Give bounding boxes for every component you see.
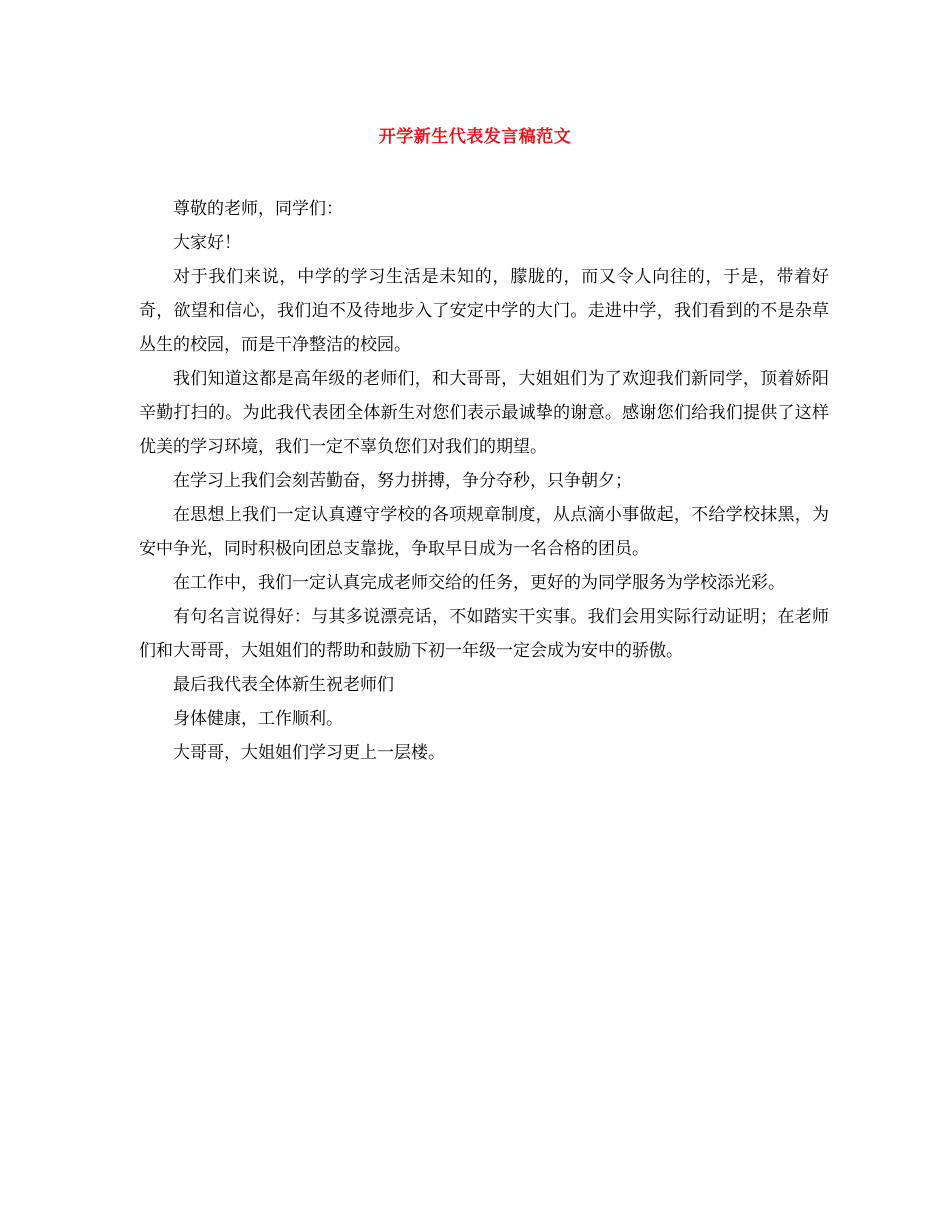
paragraph: 我们知道这都是高年级的老师们，和大哥哥，大姐姐们为了欢迎我们新同学，顶着娇阳辛勤打扫的。为此我代表团全体新生对您们表示最诚挚的谢意。感谢您们给我们提供了这样优美的学习环境，我们一定不辜负您们对我们的期望。 [139, 369, 829, 457]
paragraph: 身体健康，工作顺利。 [173, 709, 343, 729]
paragraph: 在工作中，我们一定认真完成老师交给的任务，更好的为同学服务为学校添光彩。 [173, 573, 785, 593]
document-body [139, 192, 829, 770]
paragraph-salutation: 尊敬的老师，同学们： [173, 199, 343, 219]
paragraph: 对于我们来说，中学的学习生活是未知的，朦胧的，而又令人向往的，于是，带着好奇，欲望和信心，我们迫不及待地步入了安定中学的大门。走进中学，我们看到的不是杂草丛生的校园，而是干净整洁的校园。 [139, 267, 829, 355]
paragraph-closing: 大哥哥，大姐姐们学习更上一层楼。 [173, 743, 445, 763]
paragraph: 最后我代表全体新生祝老师们 [173, 675, 394, 695]
paragraph-greeting: 大家好！ [173, 233, 241, 253]
paragraph: 在思想上我们一定认真遵守学校的各项规章制度，从点滴小事做起，不给学校抹黑，为安中争光，同时积极向团总支靠拢，争取早日成为一名合格的团员。 [139, 505, 829, 559]
paragraph: 有句名言说得好：与其多说漂亮话，不如踏实干实事。我们会用实际行动证明；在老师们和大哥哥，大姐姐们的帮助和鼓励下初一年级一定会成为安中的骄傲。 [139, 607, 829, 661]
paragraph: 在学习上我们会刻苦勤奋，努力拼搏，争分夺秒，只争朝夕； [173, 471, 632, 491]
document-title: 开学新生代表发言稿范文 [378, 127, 572, 147]
